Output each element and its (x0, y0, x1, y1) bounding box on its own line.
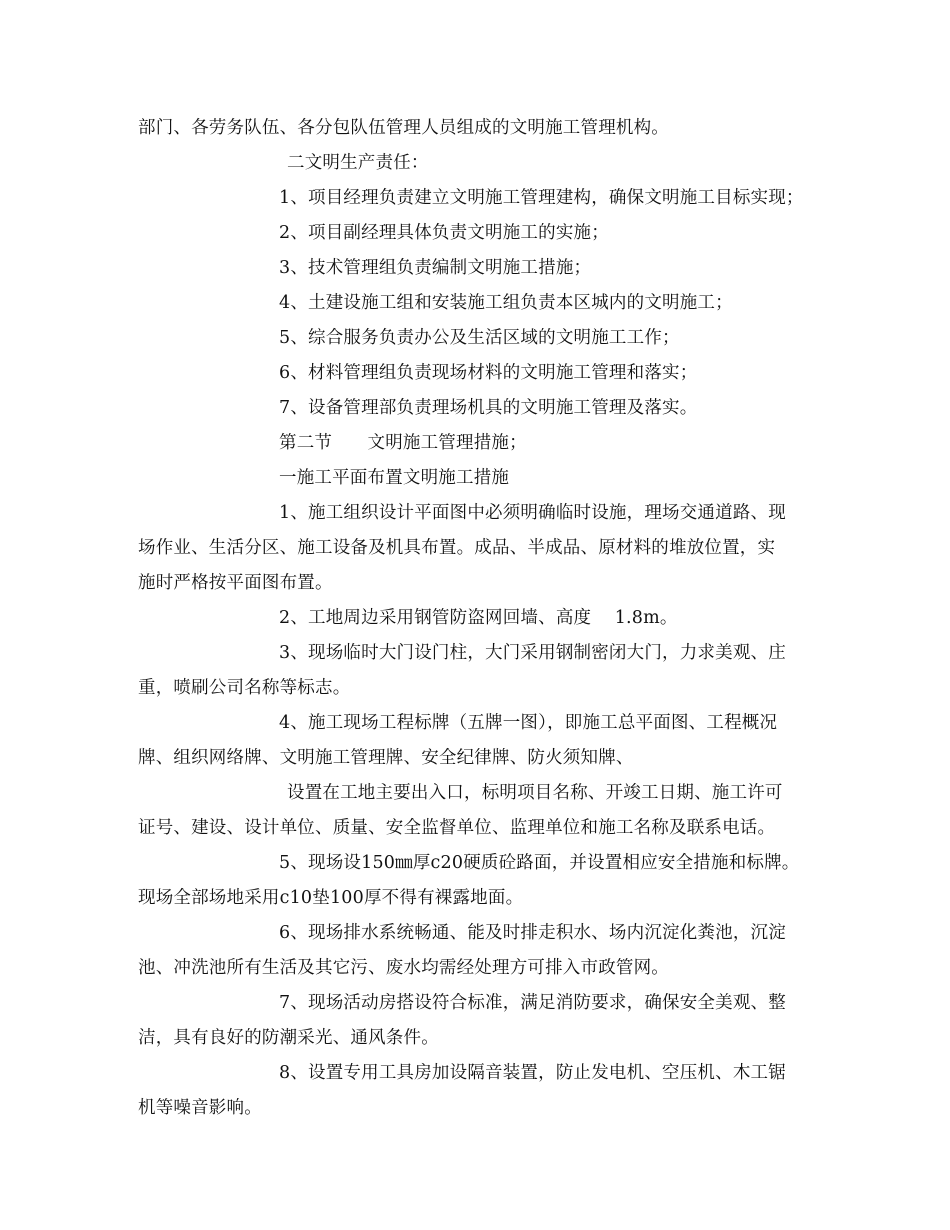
text-line: 8、设置专用工具房加设隔音装置，防止发电机、空压机、木工锯 (279, 1063, 786, 1083)
text-line: 牌、组织网络牌、文明施工管理牌、安全纪律牌、防火须知牌、 (138, 748, 634, 768)
list-item: 2、项目副经理具体负责文明施工的实施； (279, 223, 609, 243)
subsection-heading: 一施工平面布置文明施工措施 (279, 468, 510, 488)
list-item: 4、土建设施工组和安装施工组负责本区城内的文明施工； (279, 293, 733, 313)
text-line: 施时严格按平面图布置。 (138, 573, 333, 593)
list-item: 6、材料管理组负责现场材料的文明施工管理和落实； (279, 363, 698, 383)
text-line: 洁，具有良好的防潮采光、通风条件。 (138, 1028, 439, 1048)
text-line: 2、工地周边采用钢管防盗网回墙、高度 1.8m。 (279, 608, 678, 628)
list-item: 3、技术管理组负责编制文明施工措施； (279, 258, 592, 278)
text-line: 设置在工地主要出入口，标明项目名称、开竣工日期、施工许可 (287, 783, 783, 803)
text-line: 池、冲洗池所有生活及其它污、废水均需经处理方可排入市政管网。 (138, 958, 669, 978)
text-line: 重，喷刷公司名称等标志。 (138, 678, 351, 698)
list-item: 5、综合服务负责办公及生活区域的文明施工工作； (279, 328, 680, 348)
text-line: 部门、各劳务队伍、各分包队伍管理人员组成的文明施工管理机构。 (138, 118, 669, 138)
section-heading: 二文明生产责任： (287, 153, 429, 173)
text-line: 4、施工现场工程标牌（五牌一图），即施工总平面图、工程概况 (279, 713, 778, 733)
section-heading: 第二节 文明施工管理措施； (279, 433, 527, 453)
list-item: 1、项目经理负责建立文明施工管理建构，确保文明施工目标实现； (279, 188, 804, 208)
text-line: 场作业、生活分区、施工设备及机具布置。成品、半成品、原材料的堆放位置，实 (138, 538, 776, 558)
text-line: 现场全部场地采用c10垫100厚不得有裸露地面。 (138, 888, 524, 908)
text-line: 1、施工组织设计平面图中必须明确临时设施，理场交通道路、现 (279, 503, 786, 523)
text-line: 3、现场临时大门设门柱，大门采用钢制密闭大门，力求美观、庄 (279, 643, 786, 663)
text-line: 机等噪音影响。 (138, 1098, 262, 1118)
text-line: 证号、建设、设计单位、质量、安全监督单位、监理单位和施工名称及联系电话。 (138, 818, 776, 838)
list-item: 7、设备管理部负责理场机具的文明施工管理及落实。 (279, 398, 698, 418)
text-line: 7、现场活动房搭设符合标准，满足消防要求，确保安全美观、整 (279, 993, 786, 1013)
text-line: 5、现场设150㎜厚c20硬质砼路面，并设置相应安全措施和标牌。 (279, 853, 800, 873)
text-line: 6、现场排水系统畅通、能及时排走积水、场内沉淀化粪池，沉淀 (279, 923, 786, 943)
